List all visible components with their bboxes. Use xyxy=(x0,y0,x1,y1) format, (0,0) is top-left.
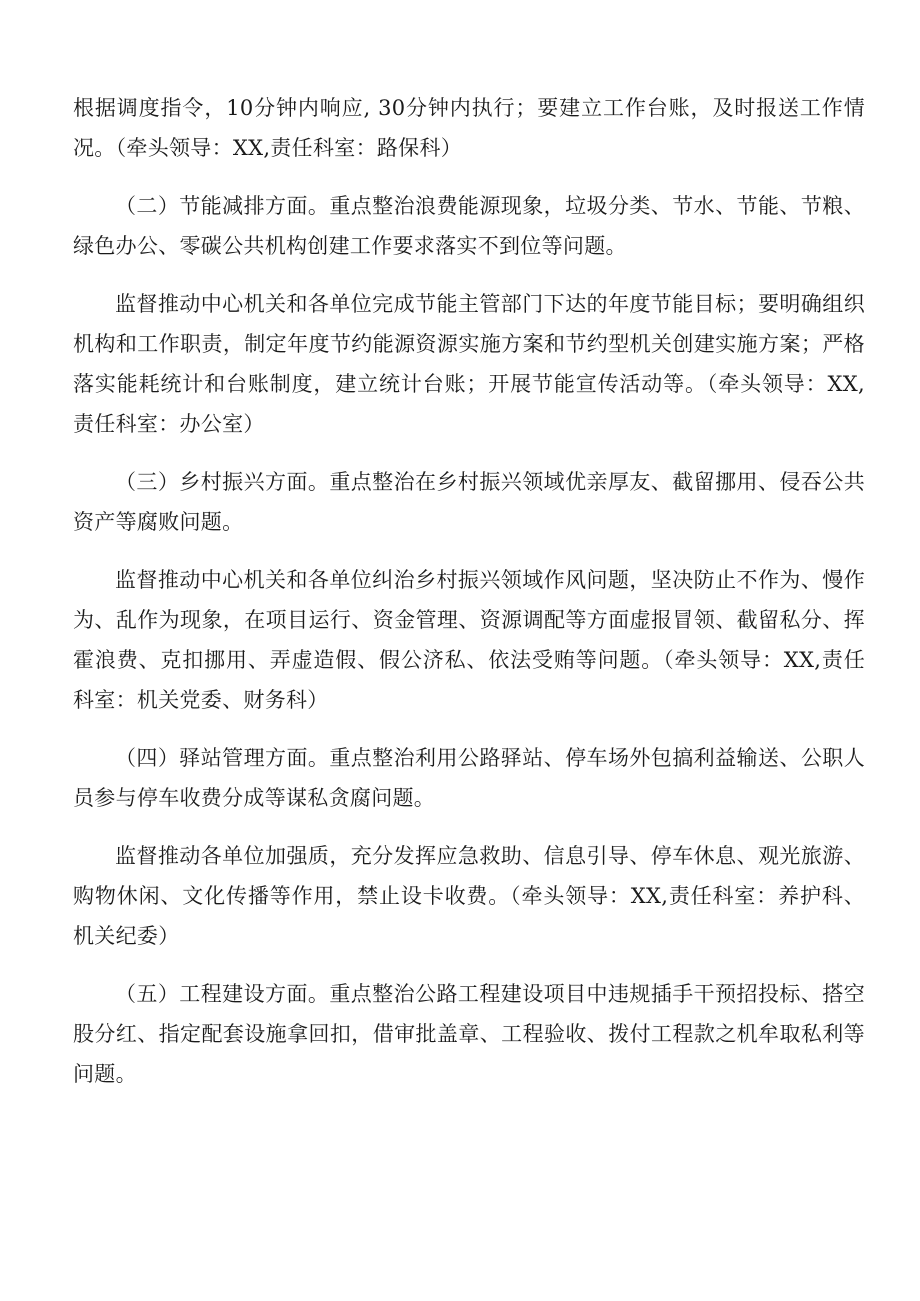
paragraph-section-rural-revitalization: （三）乡村振兴方面。重点整治在乡村振兴领域优亲厚友、截留挪用、侵吞公共资产等腐败问题。 xyxy=(73,470,865,534)
paragraph-continuation: 根据调度指令，10分钟内响应, 30分钟内执行；要建立工作台账，及时报送工作情况。（牵头领导：XX,责任科室：路保科） xyxy=(73,96,865,160)
paragraph-rural-revitalization-detail: 监督推动中心机关和各单位纠治乡村振兴领域作风问题，坚决防止不作为、慢作为、乱作为现象，在项目运行、资金管理、资源调配等方面虚报冒领、截留私分、挥霍浪费、克扣挪用、弄虚造假、假公济私、依法受贿等问题。（牵头领导：XX,责任科室：机关党委、财务科） xyxy=(73,568,865,712)
paragraph-section-engineering-construction: （五）工程建设方面。重点整治公路工程建设项目中违规插手干预招投标、搭空股分红、指定配套设施拿回扣，借审批盖章、工程验收、拨付工程款之机牟取私利等问题。 xyxy=(73,982,865,1086)
paragraph-energy-saving-detail: 监督推动中心机关和各单位完成节能主管部门下达的年度节能目标；要明确组织机构和工作职责，制定年度节约能源资源实施方案和节约型机关创建实施方案；严格落实能耗统计和台账制度，建立统计台账；开展节能宣传活动等。（牵头领导：XX,责任科室：办公室） xyxy=(73,292,865,436)
paragraph-section-station-management: （四）驿站管理方面。重点整治利用公路驿站、停车场外包搞利益输送、公职人员参与停车收费分成等谋私贪腐问题。 xyxy=(73,746,865,810)
document-body xyxy=(73,88,865,1112)
paragraph-station-management-detail: 监督推动各单位加强质，充分发挥应急救助、信息引导、停车休息、观光旅游、购物休闲、文化传播等作用，禁止设卡收费。（牵头领导：XX,责任科室：养护科、机关纪委） xyxy=(73,844,865,948)
paragraph-section-energy-saving: （二）节能减排方面。重点整治浪费能源现象，垃圾分类、节水、节能、节粮、绿色办公、零碳公共机构创建工作要求落实不到位等问题。 xyxy=(73,194,865,258)
